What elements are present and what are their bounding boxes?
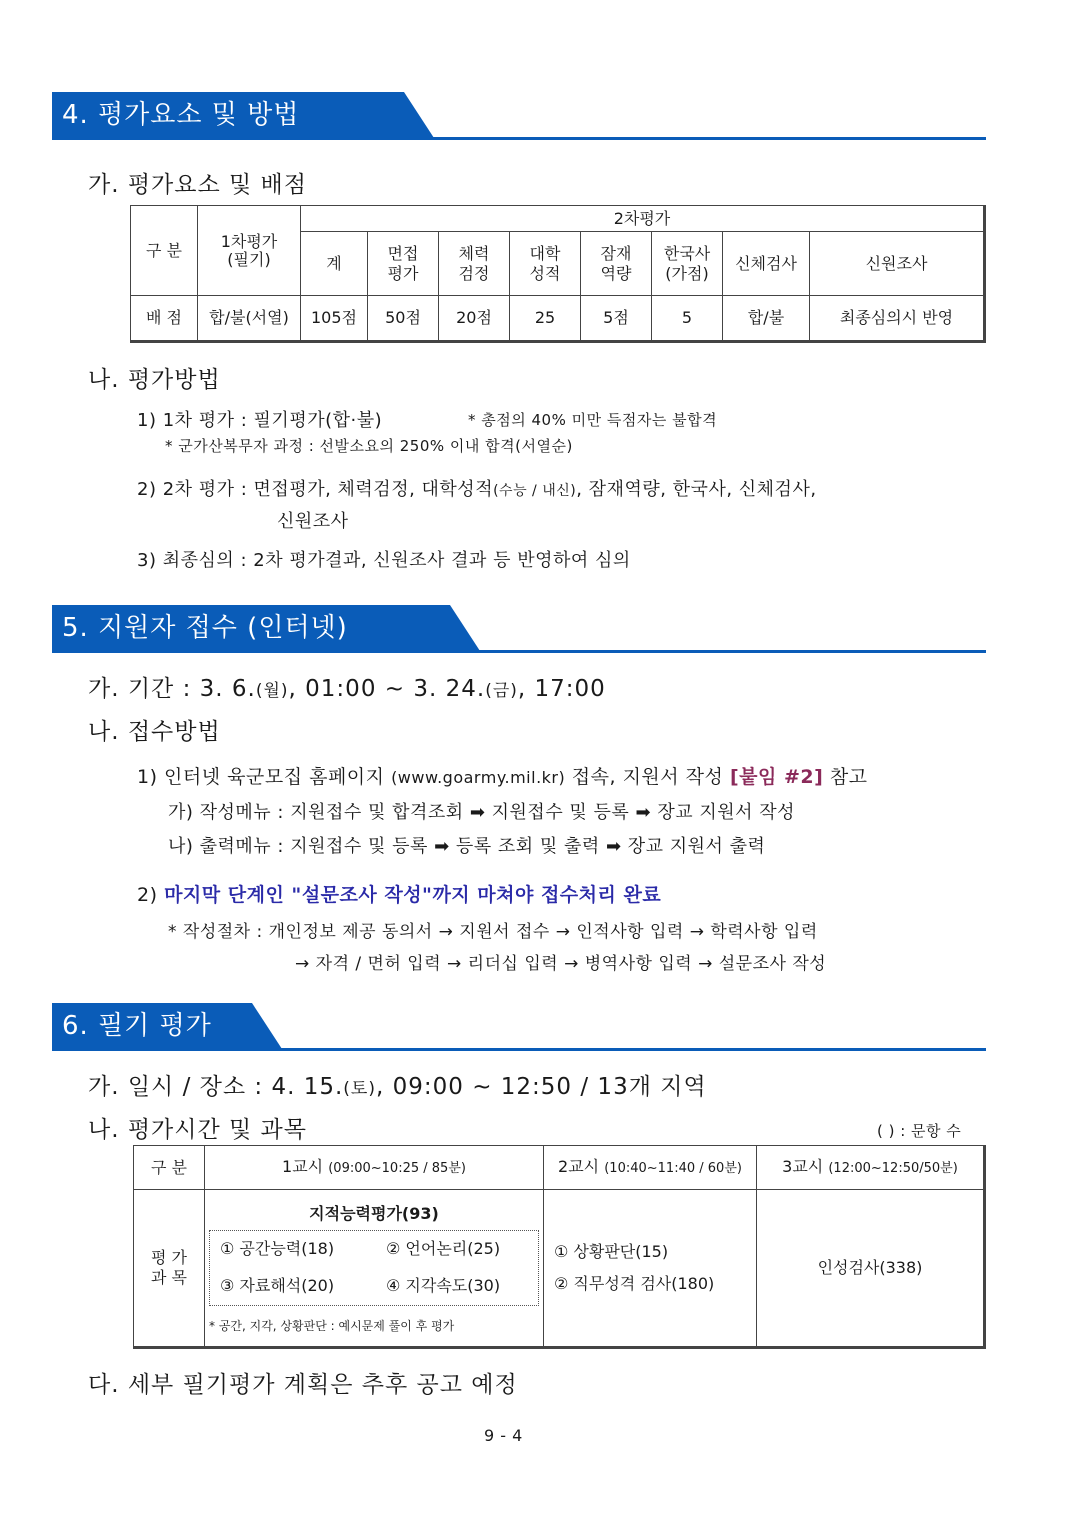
sec6-c-title: 다. 세부 필기평가 계획은 추후 공고 예정 xyxy=(88,1372,518,1398)
th-col-interview: 면접 평가 xyxy=(368,232,439,296)
score-table xyxy=(130,205,986,343)
sec4-b2-b: , 잠재역량, 한국사, 신체검사, xyxy=(576,479,817,500)
sec4-a-title: 가. 평가요소 및 배점 xyxy=(88,172,307,198)
sec4-b2 xyxy=(137,475,817,501)
th-gubun: 구 분 xyxy=(134,1146,205,1190)
p2-subject-personality: ② 직무성격 검사(180) xyxy=(554,1274,715,1293)
sec5-b1-post: 참고 xyxy=(829,766,868,788)
cell-physical: 합/불 xyxy=(723,296,810,342)
banner-underline xyxy=(52,650,986,653)
sec5-b2-note2: → 자격 / 면허 입력 → 리더십 입력 → 병역사항 입력 → 설문조사 작성 xyxy=(295,954,827,974)
sec5-b1-na: 나) 출력메뉴 : 지원접수 및 등록 ➡ 등록 조회 및 출력 ➡ 장교 지원서 출력 xyxy=(168,836,766,857)
cell-period-2 xyxy=(544,1190,757,1348)
th-period-1 xyxy=(205,1146,544,1190)
sec5-b1-ga: 가) 작성메뉴 : 지원접수 및 합격조회 ➡ 지원접수 및 등록 ➡ 장교 지원서 작성 xyxy=(168,802,795,823)
period-2-label: 2교시 xyxy=(558,1156,600,1176)
cell-history: 5 xyxy=(652,296,723,342)
sec4-b-title: 나. 평가방법 xyxy=(88,367,221,393)
attachment-ref: [붙임 #2] xyxy=(729,766,824,788)
cell-fitness: 20점 xyxy=(439,296,510,342)
cell-background: 최종심의시 반영 xyxy=(810,296,985,342)
row-label-line-2: 과 목 xyxy=(151,1268,187,1287)
cell-period-1 xyxy=(205,1190,544,1348)
th-period-3 xyxy=(757,1146,985,1190)
p1-subject-verbal: ② 언어논리(25) xyxy=(386,1239,501,1258)
p1-note: * 공간, 지각, 상황판단 : 예시문제 풀이 후 평가 xyxy=(209,1319,455,1333)
sec5-b1 xyxy=(137,762,868,789)
sec6-b-title: 나. 평가시간 및 과목 xyxy=(88,1117,307,1143)
th-first: 1차평가 (필기) xyxy=(198,206,301,296)
th-col-background: 신원조사 xyxy=(810,232,985,296)
p1-subjects-box xyxy=(209,1230,539,1306)
th-col-potential: 잠재 역량 xyxy=(581,232,652,296)
th-col-grades: 대학 성적 xyxy=(510,232,581,296)
sec5-b1-pre: 1) 인터넷 육군모집 홈페이지 xyxy=(137,766,385,788)
p2-subject-situation: ① 상황판단(15) xyxy=(554,1242,669,1261)
sec5-a-period xyxy=(88,670,606,703)
cell-first: 합/불(서열) xyxy=(198,296,301,342)
period-3-time: (12:00~12:50/50분) xyxy=(828,1160,958,1176)
row-label-score: 배 점 xyxy=(131,296,198,342)
p1-subject-space: ① 공간능력(18) xyxy=(220,1239,335,1258)
th-col-total: 계 xyxy=(301,232,368,296)
sec6-a-day: (토) xyxy=(343,1079,376,1099)
section-6-banner xyxy=(52,1003,986,1051)
sec5-a-mid: , 01:00 ~ 3. 24. xyxy=(288,676,486,702)
sec6-a-schedule xyxy=(88,1068,707,1101)
period-1-label: 1교시 xyxy=(282,1156,324,1176)
cell-grades: 25 xyxy=(510,296,581,342)
cell-period-3: 인성검사(338) xyxy=(757,1190,985,1348)
cell-total: 105점 xyxy=(301,296,368,342)
sec4-b2-a: 2) 2차 평가 : 면접평가, 체력검정, 대학성적 xyxy=(137,479,494,500)
period-1-time: (09:00~10:25 / 85분) xyxy=(328,1160,466,1176)
section-4-banner xyxy=(52,92,986,140)
page-number: 9 - 4 xyxy=(484,1426,523,1445)
p1-subject-perception: ④ 지각속도(30) xyxy=(386,1276,501,1295)
th-second: 2차평가 xyxy=(301,206,985,232)
sec4-b2-c: 신원조사 xyxy=(277,511,349,532)
sec5-a-pre: 가. 기간 : 3. 6. xyxy=(88,676,256,702)
sec6-a-pre: 가. 일시 / 장소 : 4. 15. xyxy=(88,1074,344,1100)
sec5-b2-emphasis: 마지막 단계인 "설문조사 작성"까지 마쳐야 접수처리 완료 xyxy=(164,884,662,906)
exam-table xyxy=(133,1145,986,1349)
banner-underline xyxy=(52,137,986,140)
cell-potential: 5점 xyxy=(581,296,652,342)
sec4-b1: 1) 1차 평가 : 필기평가(합·불) xyxy=(137,410,383,431)
row-label-line-1: 평 가 xyxy=(151,1248,187,1267)
sec5-b-title: 나. 접수방법 xyxy=(88,719,221,745)
th-gubun: 구 분 xyxy=(131,206,198,296)
cell-interview: 50점 xyxy=(368,296,439,342)
sec5-b2-note1: * 작성절차 : 개인정보 제공 동의서 → 지원서 접수 → 인적사항 입력 → 학력사항 입력 xyxy=(168,922,818,942)
sec5-b2-num: 2) xyxy=(137,884,158,906)
sec4-b1-note: * 총점의 40% 미만 득점자는 불합격 xyxy=(468,411,718,429)
th-col-fitness: 체력 검정 xyxy=(439,232,510,296)
p1-subject-data: ③ 자료해석(20) xyxy=(220,1276,335,1295)
section-5-banner xyxy=(52,605,986,653)
sec5-a-day1: (월) xyxy=(255,681,289,701)
section-4-title: 4. 평가요소 및 방법 xyxy=(62,100,300,130)
sec5-a-post: , 17:00 xyxy=(517,676,606,702)
sec5-a-day2: (금) xyxy=(485,681,518,701)
th-col-history: 한국사 (가점) xyxy=(652,232,723,296)
sec5-b1-mid: 접속, 지원서 작성 xyxy=(571,766,724,788)
sec4-b2-small: (수능 / 내신) xyxy=(493,483,577,499)
homepage-url: (www.goarmy.mil.kr) xyxy=(391,768,566,787)
banner-underline xyxy=(52,1048,986,1051)
section-6-title: 6. 필기 평가 xyxy=(62,1011,212,1041)
sec5-b2 xyxy=(137,880,661,907)
row-label-subjects xyxy=(134,1190,205,1348)
sec4-b3: 3) 최종심의 : 2차 평가결과, 신원조사 결과 등 반영하여 심의 xyxy=(137,550,631,571)
th-col-physical: 신체검사 xyxy=(723,232,810,296)
question-count-note: ( ) : 문항 수 xyxy=(877,1122,962,1140)
section-5-title: 5. 지원자 접수 (인터넷) xyxy=(62,613,348,643)
p1-title: 지적능력평가(93) xyxy=(309,1204,439,1223)
sec4-b1-note2: * 군가산복무자 과정 : 선발소요의 250% 이내 합격(서열순) xyxy=(165,437,573,455)
th-period-2 xyxy=(544,1146,757,1190)
period-2-time: (10:40~11:40 / 60분) xyxy=(604,1160,742,1176)
period-3-label: 3교시 xyxy=(782,1156,824,1176)
sec6-a-post: , 09:00 ~ 12:50 / 13개 지역 xyxy=(375,1074,707,1100)
